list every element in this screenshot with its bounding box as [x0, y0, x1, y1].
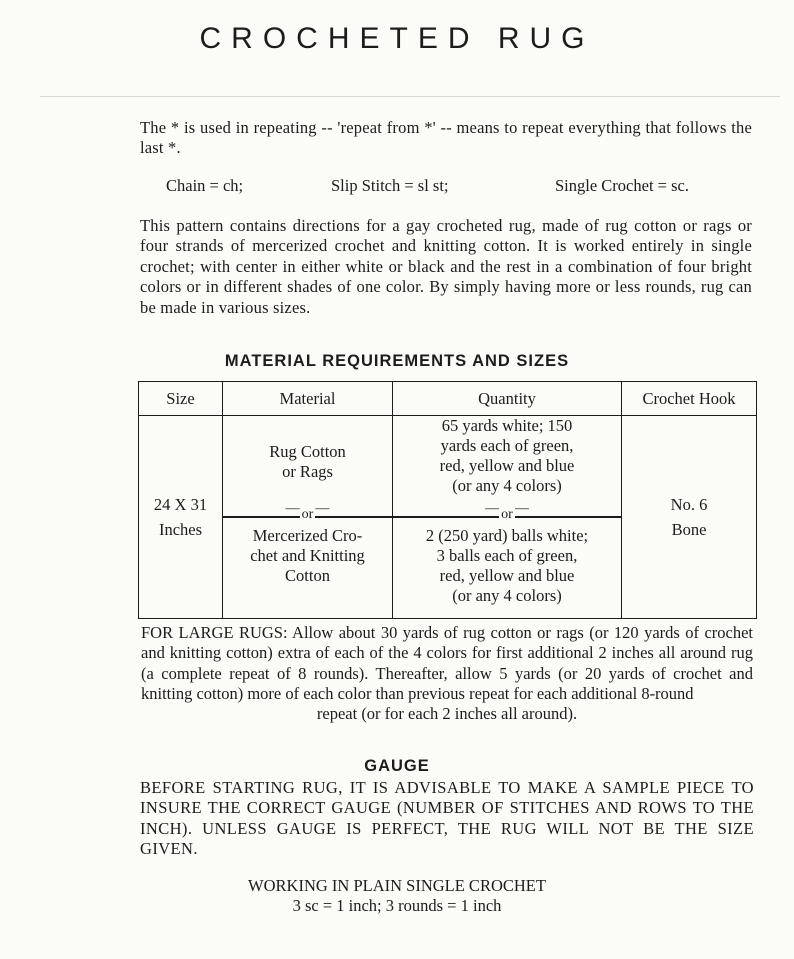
abbreviation-single-crochet: Single Crochet = sc.: [555, 176, 689, 195]
header-crochet-hook: Crochet Hook: [622, 382, 757, 416]
size-cell: [139, 416, 223, 619]
material-1-line-1: Rug Cotton: [269, 442, 346, 461]
material-cell-rug-cotton: [223, 416, 393, 522]
large-rugs-end: repeat (or for each 2 inches all around).: [316, 704, 578, 724]
large-rugs-text: FOR LARGE RUGS: Allow about 30 yards of rug cotton or rags (or 120 yards of crochet and knitting cotton) extra of each of the 4 colors for first additional 2 inches all around rug (a complete repeat of 8 rounds). Thereafter, allow 5 yards (or 20 yards of crochet and knitting cotton) more of each color than previous repeat for each additional 8-round: [141, 623, 753, 703]
header-size: Size: [139, 382, 223, 416]
material-2-line-1: Mercerized Cro-: [252, 526, 363, 545]
quantity-2-line-2: 3 balls each of green,: [436, 546, 578, 565]
material-table: [138, 381, 757, 619]
quantity-1-line-2: yards each of green,: [440, 436, 574, 455]
table-header-row: [139, 382, 757, 416]
gauge-values: 3 sc = 1 inch; 3 rounds = 1 inch: [292, 896, 502, 915]
header-material: Material: [223, 382, 393, 416]
material-2-line-2: chet and Knitting: [250, 546, 365, 565]
quantity-2-line-3: red, yellow and blue: [439, 566, 575, 585]
abbreviation-slip-stitch: Slip Stitch = sl st;: [331, 176, 449, 195]
quantity-1-line-3: red, yellow and blue: [439, 456, 575, 475]
large-rugs-paragraph: [141, 623, 753, 724]
abbreviation-chain: Chain = ch;: [166, 176, 244, 195]
quantity-1-line-4: (or any 4 colors): [452, 476, 562, 495]
or-separator: — or —: [393, 502, 621, 517]
quantity-1-line-1: 65 yards white; 150: [441, 416, 573, 435]
material-cell-mercerized: [223, 518, 393, 619]
material-1-line-2: or Rags: [282, 462, 333, 481]
working-line: WORKING IN PLAIN SINGLE CROCHET: [248, 876, 546, 895]
size-line-1: 24 X 31: [153, 495, 208, 514]
material-2-line-3: Cotton: [285, 566, 330, 585]
quantity-cell-mercerized: [393, 518, 622, 619]
hook-cell: [622, 416, 757, 619]
or-separator: — or —: [223, 502, 392, 517]
quantity-2-line-4: (or any 4 colors): [452, 586, 562, 605]
description-paragraph: This pattern contains directions for a gay crocheted rug, made of rug cotton or rags or four strands of mercerized crochet and knitting cotton. It is worked entirely in single crochet; with center in either white or black and the rest in a combination of four bright colors or in different shades of one color. By simply having more or less rounds, rug can be made in various sizes.: [140, 216, 752, 317]
title-divider: [40, 96, 780, 97]
quantity-cell-rug-cotton: [393, 416, 622, 522]
gauge-paragraph: BEFORE STARTING RUG, IT IS ADVISABLE TO MAKE A SAMPLE PIECE TO INSURE THE CORRECT GAUGE (NUMBER OF STITCHES AND ROWS TO THE INCH). UNLESS GAUGE IS PERFECT, THE RUG WILL NOT BE THE SIZE GIVEN.: [140, 778, 754, 858]
hook-line-2: Bone: [671, 520, 707, 539]
size-line-2: Inches: [158, 520, 203, 539]
table-row: [139, 416, 757, 518]
intro-paragraph: The * is used in repeating -- 'repeat from *' -- means to repeat everything that follows the last *.: [140, 118, 752, 158]
hook-line-1: No. 6: [670, 495, 708, 514]
page-title: CROCHETED RUG: [199, 22, 595, 55]
quantity-2-line-1: 2 (250 yard) balls white;: [425, 526, 589, 545]
material-heading: MATERIAL REQUIREMENTS AND SIZES: [224, 352, 570, 370]
gauge-heading: GAUGE: [364, 757, 430, 775]
header-quantity: Quantity: [393, 382, 622, 416]
